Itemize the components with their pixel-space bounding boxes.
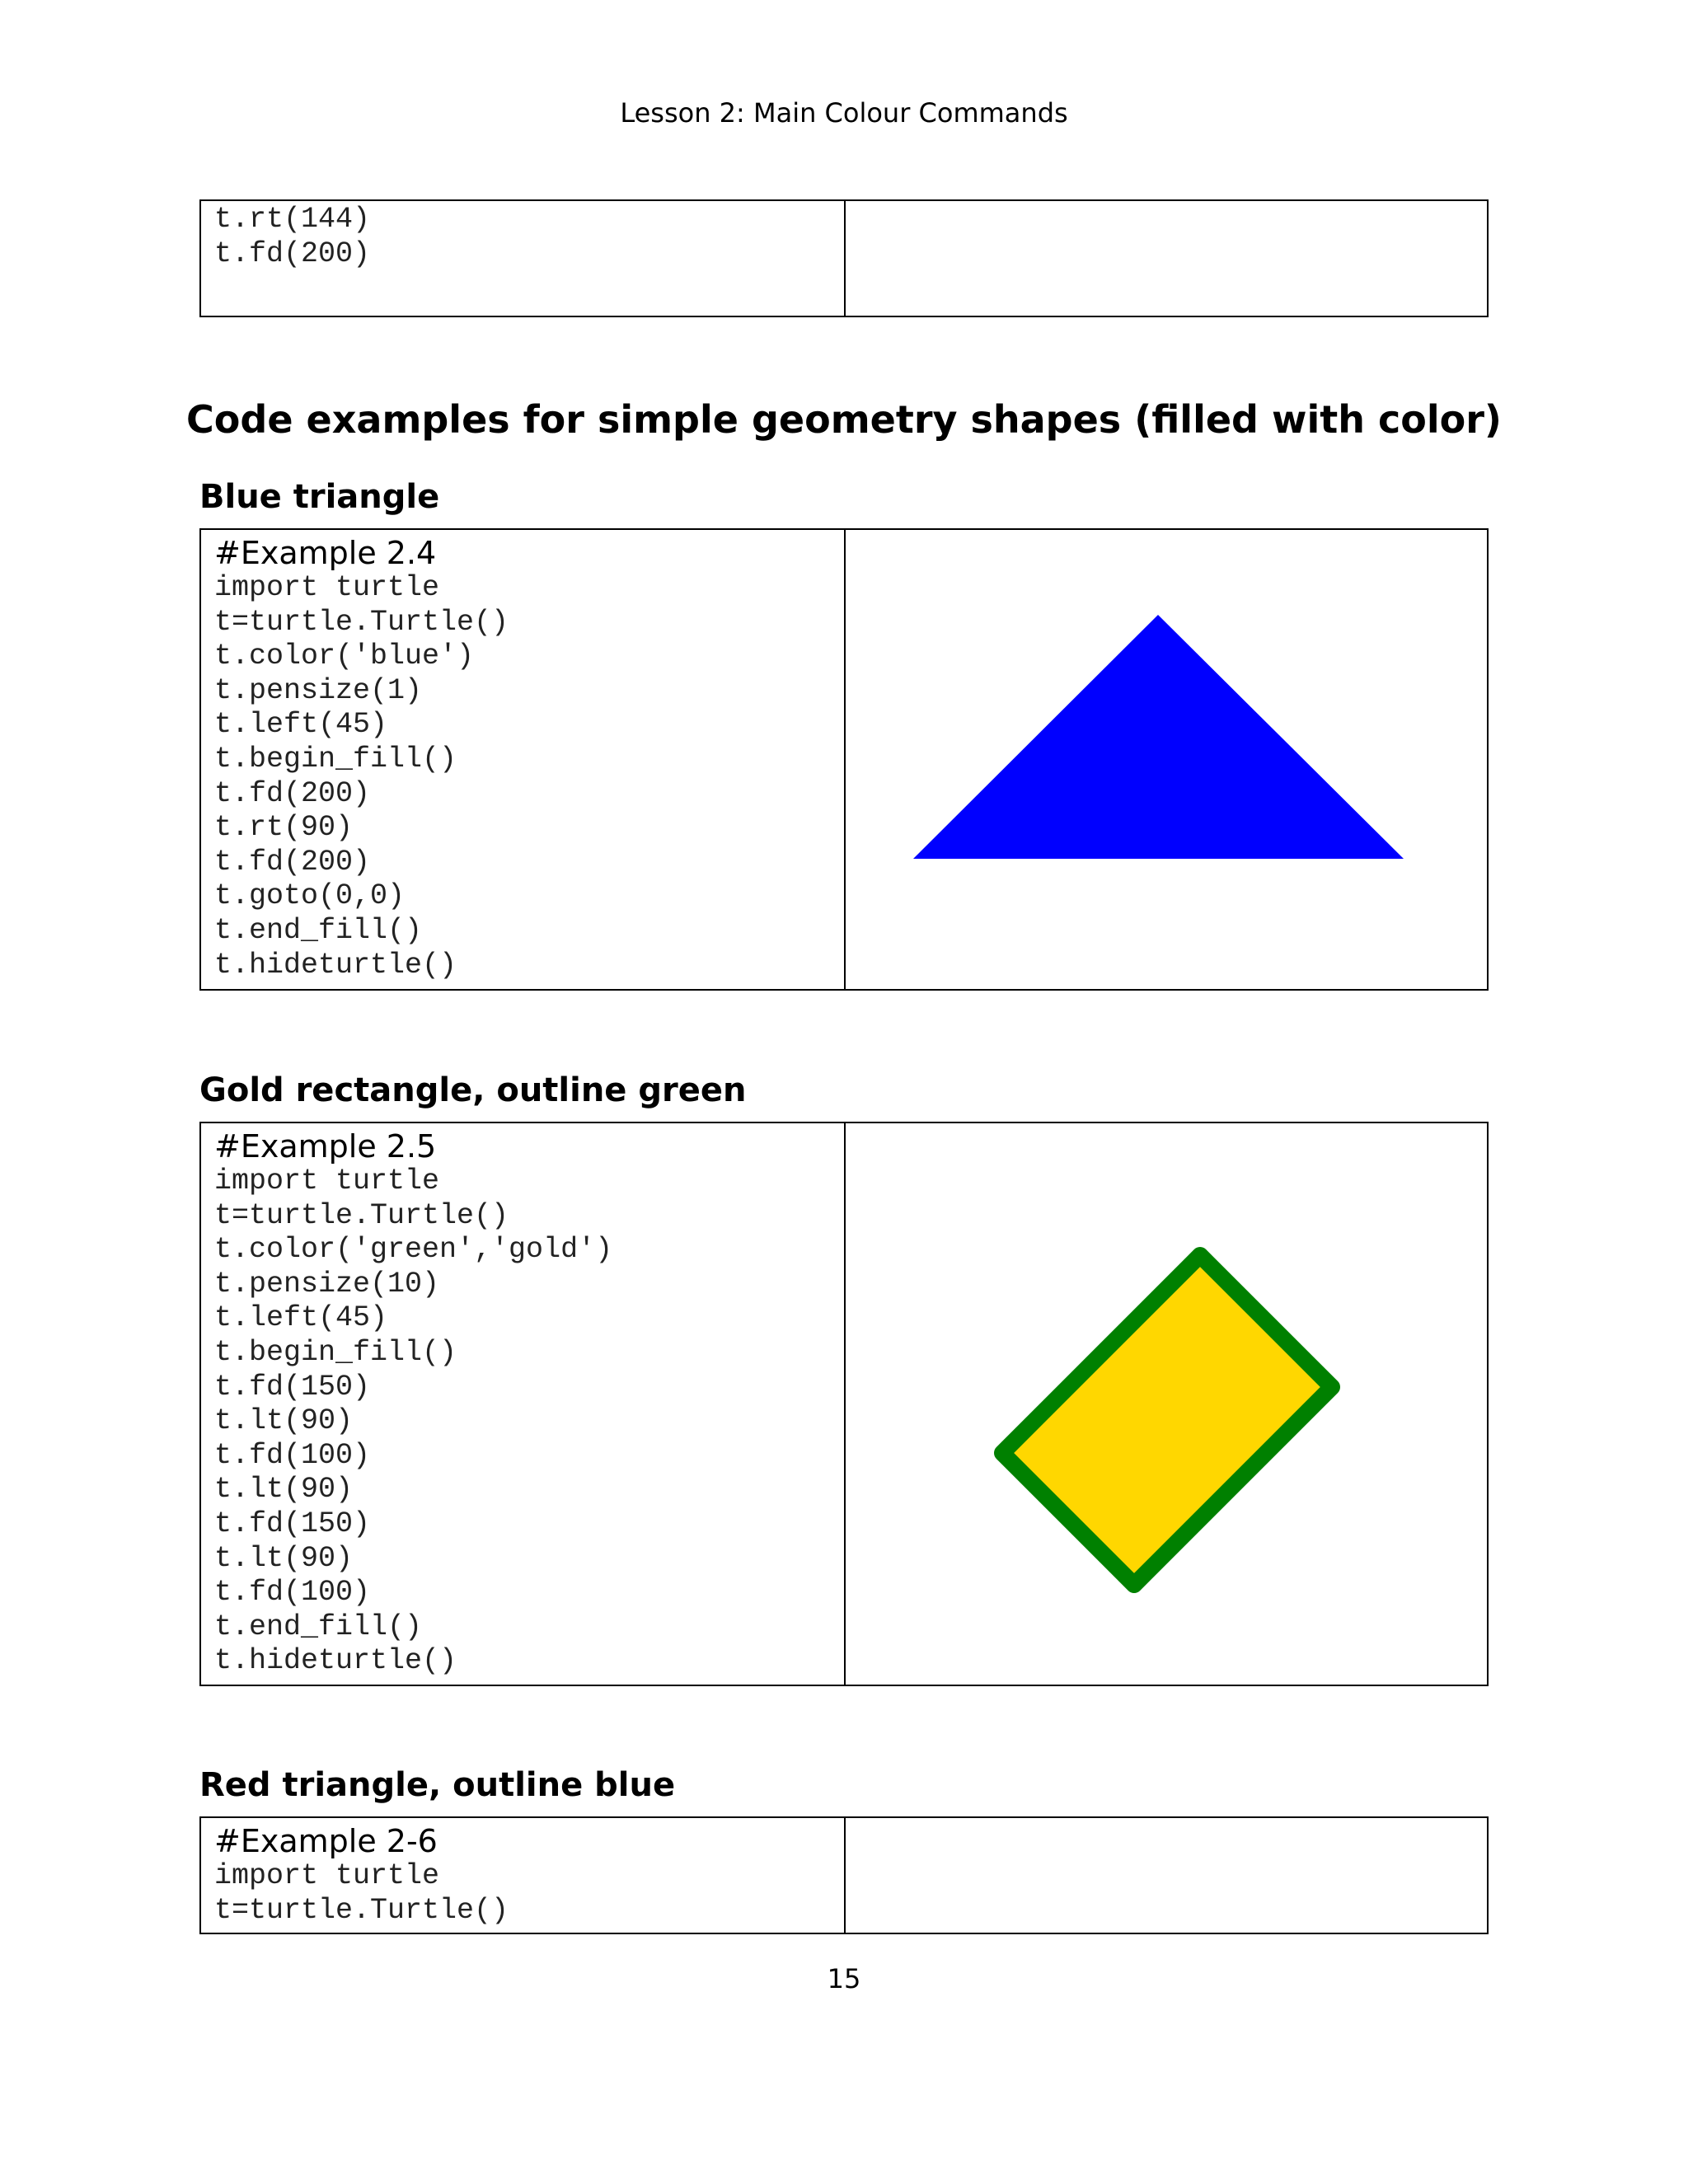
code-cell (201, 1818, 846, 1933)
example-2-6-table (199, 1816, 1489, 1934)
code-line: t.end_fill() (214, 913, 423, 947)
code-line: import turtle (214, 1859, 440, 1892)
code-line: t.rt(144) (214, 203, 371, 236)
code-line: t.begin_fill() (214, 1335, 457, 1369)
code-line: t.end_fill() (214, 1610, 423, 1643)
output-cell (846, 1818, 1487, 1933)
code-line: t.color('blue') (214, 640, 475, 673)
code-cell (201, 1123, 846, 1685)
continued-code-table (199, 199, 1489, 317)
code-line: t.fd(150) (214, 1370, 371, 1404)
output-cell (846, 201, 1487, 316)
example-label: #Example 2.4 (214, 535, 437, 571)
turtle-output-gold-rectangle (846, 1123, 1487, 1685)
code-cell (201, 201, 846, 316)
code-line: t.goto(0,0) (214, 879, 406, 913)
section-heading-blue-triangle: Blue triangle (199, 478, 440, 516)
code-line: t.lt(90) (214, 1473, 354, 1507)
code-line: t.rt(90) (214, 811, 354, 845)
code-line: t.hideturtle() (214, 1644, 457, 1678)
gold-rectangle-shape (1002, 1255, 1332, 1585)
turtle-output-blue-triangle (846, 530, 1487, 989)
page-header: Lesson 2: Main Colour Commands (620, 97, 1068, 129)
code-line: t.left(45) (214, 1301, 388, 1335)
code-line: t.fd(200) (214, 237, 371, 270)
code-line: t.left(45) (214, 708, 388, 742)
code-line: t.color('green','gold') (214, 1233, 613, 1267)
section-heading-gold-rectangle: Gold rectangle, outline green (199, 1071, 747, 1109)
code-cell (201, 530, 846, 989)
example-2-4-table (199, 528, 1489, 991)
code-line: t.hideturtle() (214, 948, 457, 982)
code-line: t.pensize(1) (214, 673, 423, 707)
output-cell (846, 1123, 1487, 1685)
output-cell (846, 530, 1487, 989)
code-line: t.fd(150) (214, 1507, 371, 1540)
code-line: t=turtle.Turtle() (214, 605, 509, 639)
section-heading-red-triangle: Red triangle, outline blue (199, 1766, 676, 1804)
blue-triangle-shape (913, 615, 1404, 859)
code-line: import turtle (214, 1165, 440, 1197)
page-title: Code examples for simple geometry shapes (filled with color) (186, 397, 1502, 442)
code-line: t.fd(100) (214, 1438, 371, 1472)
code-line: t.lt(90) (214, 1541, 354, 1575)
example-2-5-table (199, 1122, 1489, 1686)
code-line: t.fd(200) (214, 776, 371, 810)
code-line: t.begin_fill() (214, 742, 457, 776)
code-line: t=turtle.Turtle() (214, 1198, 509, 1232)
code-line: t.fd(200) (214, 845, 371, 879)
example-label: #Example 2.5 (214, 1128, 437, 1165)
page-number: 15 (827, 1963, 861, 1994)
code-line: import turtle (214, 571, 440, 604)
code-line: t.lt(90) (214, 1404, 354, 1438)
code-line: t=turtle.Turtle() (214, 1893, 509, 1927)
code-line: t.pensize(10) (214, 1267, 440, 1301)
code-line: t.fd(100) (214, 1576, 371, 1610)
example-label: #Example 2-6 (214, 1823, 438, 1859)
